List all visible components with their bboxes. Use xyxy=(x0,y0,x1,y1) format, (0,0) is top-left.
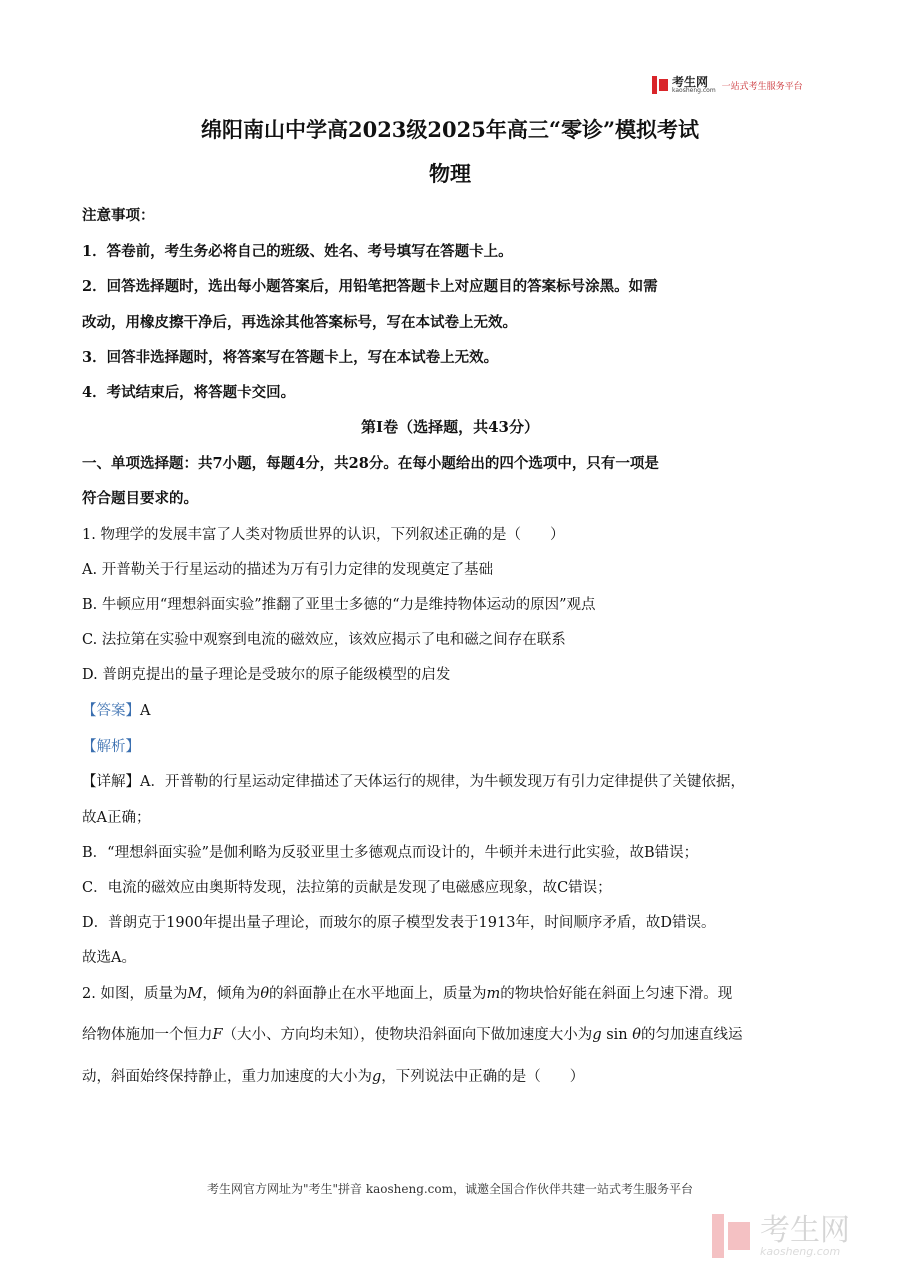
q2-stem-line-1 xyxy=(82,982,732,1003)
q1-option-d: D. 普朗克提出的量子理论是受玻尔的原子能级模型的启发 xyxy=(82,667,451,683)
symbol-g: g xyxy=(372,1069,382,1085)
exam-title: 绵阳南山中学高2023级2025年高三“零诊”模拟考试 xyxy=(200,117,700,142)
watermark-logo-icon xyxy=(712,1214,752,1258)
q2-text: ，倾角为 xyxy=(202,986,261,1002)
q1-detail-5: D．普朗克于1900年提出量子理论，而玻尔的原子模型发表于1913年，时间顺序矛盾，故D错误。 xyxy=(82,915,716,931)
q1-detail-4: C．电流的磁效应由奥斯特发现，法拉第的贡献是发现了电磁感应现象，故C错误； xyxy=(82,880,612,896)
q2-text: 2. 如图，质量为 xyxy=(82,986,188,1002)
q1-detail-1: 【详解】A．开普勒的行星运动定律描述了天体运行的规律，为牛顿发现万有引力定律提供了关键依据， xyxy=(82,774,745,790)
q2-text: 给物体施加一个恒力 xyxy=(82,1027,213,1043)
symbol-M: M xyxy=(187,986,203,1002)
q1-detail-6: 故选A。 xyxy=(82,950,136,966)
symbol-F: F xyxy=(212,1027,223,1043)
section-title: 第I卷（选择题，共43分） xyxy=(361,418,539,436)
watermark xyxy=(712,1214,850,1258)
watermark-name: 考生网 xyxy=(760,1212,850,1248)
watermark-domain: kaosheng.com xyxy=(760,1244,841,1258)
q2-text: 的斜面静止在水平地面上，质量为 xyxy=(269,986,487,1002)
answer-value: A xyxy=(140,703,151,719)
q1-stem: 1. 物理学的发展丰富了人类对物质世界的认识，下列叙述正确的是（ ） xyxy=(82,527,565,543)
q2-stem-line-3 xyxy=(82,1065,584,1086)
symbol-sin: sin xyxy=(601,1027,633,1043)
q1-option-a: A. 开普勒关于行星运动的描述为万有引力定律的发现奠定了基础 xyxy=(82,562,494,578)
q2-text: （大小、方向均未知），使物块沿斜面向下做加速度大小为 xyxy=(222,1027,593,1043)
q1-answer xyxy=(82,699,150,720)
logo-domain: kaosheng.com xyxy=(672,87,716,94)
q2-text: ，下列说法中正确的是（ ） xyxy=(381,1069,585,1085)
q2-text: 的物块恰好能在斜面上匀速下滑。现 xyxy=(500,986,733,1002)
symbol-g: g xyxy=(592,1027,602,1043)
notice-item-3: 3．回答非选择题时，将答案写在答题卡上，写在本试卷上无效。 xyxy=(82,349,499,366)
notice-item-1: 1．答卷前，考生务必将自己的班级、姓名、考号填写在答题卡上。 xyxy=(82,243,513,260)
symbol-theta: θ xyxy=(632,1027,641,1043)
logo-icon xyxy=(652,76,668,94)
page-footer: 考生网官方网址为"考生"拼音 kaosheng.com，诚邀全国合作伙伴共建一站式考生服务平台 xyxy=(206,1182,694,1196)
part-one-heading: 一、单项选择题：共7小题，每题4分，共28分。在每小题给出的四个选项中，只有一项是 xyxy=(82,455,659,472)
answer-label: 【答案】 xyxy=(82,703,140,719)
q1-detail-3: B．“理想斜面实验”是伽利略为反驳亚里士多德观点而设计的，牛顿并未进行此实验，故B错误； xyxy=(82,845,699,861)
notice-item-2-cont: 改动，用橡皮擦干净后，再选涂其他答案标号，写在本试卷上无效。 xyxy=(82,314,517,331)
notice-heading: 注意事项： xyxy=(82,207,155,224)
logo-tagline: 一站式考生服务平台 xyxy=(721,81,803,92)
notice-item-4: 4．考试结束后，将答题卡交回。 xyxy=(82,384,296,401)
analysis-label: 【解析】 xyxy=(82,739,140,755)
q1-option-c: C. 法拉第在实验中观察到电流的磁效应，该效应揭示了电和磁之间存在联系 xyxy=(82,632,566,648)
header-logo xyxy=(652,74,803,96)
q1-detail-2: 故A正确； xyxy=(82,810,151,826)
q2-text: 的匀加速直线运 xyxy=(640,1027,743,1043)
subject-title: 物理 xyxy=(429,161,471,186)
q2-text: 动，斜面始终保持静止，重力加速度的大小为 xyxy=(82,1069,372,1085)
symbol-m: m xyxy=(486,986,501,1002)
logo-name: 考生网 xyxy=(672,75,709,89)
symbol-theta: θ xyxy=(260,986,270,1002)
q2-stem-line-2 xyxy=(82,1023,742,1044)
q1-option-b: B. 牛顿应用“理想斜面实验”推翻了亚里士多德的“力是维持物体运动的原因”观点 xyxy=(82,597,596,613)
part-one-heading-cont: 符合题目要求的。 xyxy=(82,490,198,507)
notice-item-2: 2．回答选择题时，选出每小题答案后，用铅笔把答题卡上对应题目的答案标号涂黑。如需 xyxy=(82,278,658,295)
